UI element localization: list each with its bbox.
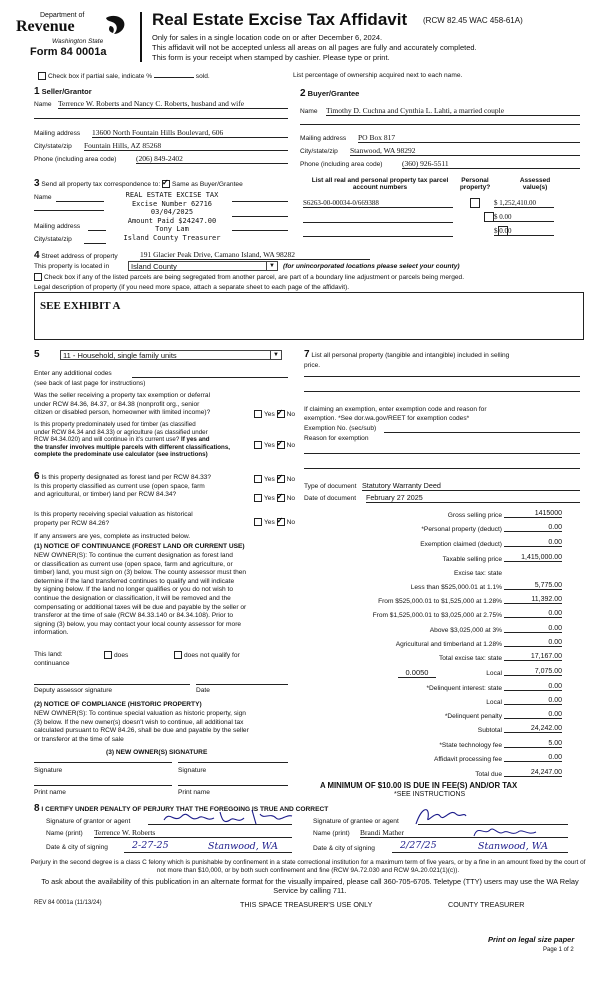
- reason-line-2[interactable]: [304, 468, 580, 469]
- excise-stamp: [112, 191, 232, 243]
- grantor-date: 2-27-25: [132, 840, 169, 851]
- timber-question: Is this property predominately used for timber (as classified under RCW 84.34 and 84.33) or agriculture (as classified under RCW 84.34.020) and will continue in it's current use? If yes and the transfer involves multiple parcels with different classifications, complete the predominate use calculator (see instructions): [34, 421, 230, 458]
- stamp-line6: Island County Treasurer: [123, 233, 221, 242]
- does-option: does: [104, 651, 128, 659]
- grantor-date-line[interactable]: [124, 852, 292, 853]
- reason-label: Reason for exemption: [304, 435, 369, 442]
- alternate-format-note: To ask about the availability of this publication in an alternate format for the visually impaired, please call 360-705-6705. Teletype (TTY) users may use the WA Relay Service by calling 711.: [41, 877, 579, 895]
- personal-col-header: Personal property?: [459, 177, 491, 191]
- delinq-interest-value[interactable]: 0.00: [504, 683, 562, 691]
- q5-no-checkbox[interactable]: [277, 518, 285, 526]
- buyer-mailing-label: Mailing address: [300, 135, 347, 142]
- street-label: 4 Street address of property: [34, 250, 118, 261]
- exemption-deduct-label: Exemption claimed (deduct): [420, 541, 502, 548]
- add-codes-field[interactable]: [132, 377, 288, 378]
- dept-line1: Department of: [40, 12, 85, 19]
- tier4-value[interactable]: 0.00: [504, 625, 562, 633]
- buyer-heading: 2 Buyer/Grantee: [300, 88, 360, 99]
- minimum-due-note: A MINIMUM OF $10.00 IS DUE IN FEE(S) AND/OR TAX: [320, 781, 518, 790]
- parcel-col-header: List all real and personal property tax parcel account numbers: [311, 177, 449, 191]
- assessed-value-3[interactable]: $ 0.00: [494, 227, 554, 236]
- doc-type-field[interactable]: Statutory Warranty Deed: [362, 481, 580, 491]
- corr-name-field[interactable]: [56, 201, 104, 202]
- tier4-label: Above $3,025,000 at 3%: [429, 627, 502, 634]
- delinq-local-label: Local: [486, 699, 502, 706]
- owner-print-label-2: Print name: [178, 789, 210, 796]
- section5-number: 5: [34, 349, 40, 360]
- owner-sig-line-1[interactable]: [34, 762, 172, 763]
- subtotal-value[interactable]: 24,242.00: [504, 725, 562, 733]
- local-value[interactable]: 7,075.00: [504, 668, 562, 676]
- does-checkbox[interactable]: [104, 651, 112, 659]
- q2-yes-no: Yes ✓ No: [254, 441, 295, 449]
- add-codes-label: Enter any additional codes: [34, 370, 112, 377]
- dept-line3: Washington State: [52, 38, 104, 45]
- corr-mailing-label: Mailing address: [34, 223, 81, 230]
- seller-phone-label: Phone (including area code): [34, 156, 117, 163]
- notice3-title: (3) NEW OWNER(S) SIGNATURE: [106, 749, 208, 756]
- q4-no-checkbox[interactable]: [277, 494, 285, 502]
- q1-yes-checkbox[interactable]: [254, 410, 262, 418]
- gross-price-label: Gross selling price: [447, 512, 502, 519]
- grantor-sig-label: Signature of grantor or agent: [46, 818, 131, 825]
- parcel-number-2[interactable]: [303, 222, 453, 223]
- q5-yes-checkbox[interactable]: [254, 518, 262, 526]
- personal-property-line-1[interactable]: [304, 376, 580, 377]
- owner-sig-label-1: Signature: [34, 767, 63, 774]
- q4-yes-checkbox[interactable]: [254, 494, 262, 502]
- this-land-label: This land:: [34, 651, 63, 658]
- excise-state-label: Excise tax: state: [453, 570, 502, 577]
- form-number: Form 84 0001a: [30, 46, 107, 58]
- subtotal-label: Subtotal: [477, 727, 502, 734]
- owner-sig-label-2: Signature: [178, 767, 207, 774]
- total-due-value[interactable]: 24,247.00: [504, 769, 562, 777]
- tier1-label: Less than $525,000.01 at 1.1%: [410, 584, 502, 591]
- corr-line2: [34, 210, 104, 211]
- if-yes-note: If any answers are yes, complete as instructed below.: [34, 533, 191, 540]
- grantee-date-line[interactable]: [392, 852, 568, 853]
- delinq-penalty-value[interactable]: 0.00: [504, 711, 562, 719]
- tier1-value[interactable]: 5,775.00: [504, 582, 562, 590]
- page-number: Page 1 of 2: [543, 947, 574, 953]
- corr-mailing-field[interactable]: [88, 230, 106, 231]
- tech-fee-label: *State technology fee: [439, 742, 502, 749]
- exemption-deduct-value[interactable]: 0.00: [504, 539, 562, 547]
- dept-line2: Revenue: [16, 18, 75, 35]
- local-label: Local: [486, 670, 502, 677]
- grantor-name-field[interactable]: Terrence W. Roberts: [94, 828, 292, 838]
- notice1-text: NEW OWNER(S): To continue the current designation as forest land or classification as current use (open space, farm and agriculture, or timber) land, you must sign on (3) below. The county assessor must then determine if the land transferred continues to qualify and will indicate by signing below. If the land no longer qualifies or you do not wish to continue the designation or classification, it will be removed and the compensating or additional taxes will be due and payable by the seller or transferor at the time of sale (RCW 84.33.140 or 84.34.108). Prior to signing (3) below, you may contact your local county assessor for more information.: [34, 552, 247, 637]
- total-state-value[interactable]: 17,167.00: [504, 653, 562, 661]
- personal-property-line-2[interactable]: [304, 391, 580, 392]
- q1-no-checkbox[interactable]: [277, 410, 285, 418]
- exemption-text: If claiming an exemption, enter exemption code and reason for exemption. *See dor.wa.gov/REET for exemption codes*: [304, 406, 487, 422]
- tier2-value[interactable]: 11,392.00: [504, 596, 562, 604]
- taxable-price-value[interactable]: 1,415,000.00: [504, 554, 562, 562]
- forest-question: 6 Is this property designated as forest land per RCW 84.33? Is this property classified as current use (open space, farm and agricultural, or timber) land per RCW 84.34?: [34, 471, 212, 498]
- tech-fee-value[interactable]: 5.00: [504, 740, 562, 748]
- notice2-text: NEW OWNER(S): To continue special valuation as historic property, sign (3) below. If the new owner(s) doesn't wish to continue, all additional tax calculated pursuant to RCW 84.26, shall be due and payable by the seller or transferor at the time of sale: [34, 710, 249, 743]
- buyer-phone-label: Phone (including area code): [300, 161, 383, 168]
- county-note: (for unincorporated locations please select your county): [283, 263, 460, 270]
- q2-yes-checkbox[interactable]: [254, 441, 262, 449]
- ag-timber-label: Agricultural and timberland at 1.28%: [395, 641, 502, 648]
- deputy-date-line[interactable]: [196, 684, 288, 685]
- historic-question: Is this property receiving special valuation as historical property per RCW 84.26?: [34, 511, 193, 527]
- grantor-city: Stanwood, WA: [208, 841, 278, 852]
- seller-heading: 1 Seller/Grantor: [34, 86, 92, 97]
- buyer-phone-field[interactable]: (360) 926-5511: [402, 159, 580, 169]
- doc-type-label: Type of document: [304, 483, 357, 490]
- doc-date-label: Date of document: [304, 495, 357, 502]
- corr-city-field[interactable]: [84, 243, 106, 244]
- header-divider: [140, 12, 142, 62]
- grantor-signature: [160, 806, 300, 828]
- chevron-down-icon: ▼: [270, 351, 281, 359]
- partial-sale: Check box if partial sale, indicate % sold.: [38, 72, 210, 80]
- parcel-number-1[interactable]: S6263-00-00034-0/669388: [303, 199, 453, 208]
- grantee-sig-label: Signature of grantee or agent: [313, 818, 399, 825]
- delinq-local-value[interactable]: 0.00: [504, 697, 562, 705]
- grantor-name-label: Name (print): [46, 830, 83, 837]
- delinq-interest-label: *Delinquent interest: state: [426, 685, 502, 692]
- owner-print-line-1[interactable]: [34, 785, 172, 786]
- q1-yes-no: Yes ✓ No: [254, 410, 295, 418]
- ag-timber-value[interactable]: 0.00: [504, 639, 562, 647]
- q4-yes-no: Yes ✓ No: [254, 494, 295, 502]
- correspondence-label: 3 Send all property tax correspondence to: ✓ Same as Buyer/Grantee: [34, 178, 243, 189]
- owner-print-line-2[interactable]: [178, 785, 288, 786]
- seller-name-field[interactable]: Terrence W. Roberts and Nancy C. Roberts, husband and wife: [58, 99, 288, 109]
- processing-fee-label: Affidavit processing fee: [433, 756, 502, 763]
- segregate-checkbox[interactable]: [34, 273, 42, 281]
- stamp-line2: Excise Number 62716: [131, 199, 213, 208]
- buyer-city-field[interactable]: Stanwood, WA 98292: [350, 146, 580, 156]
- corr-stamp-line-b: [232, 216, 288, 217]
- q3-no-checkbox[interactable]: [277, 475, 285, 483]
- perjury-notice: Perjury in the second degree is a class C felony which is punishable by confinement in a state correctional institution for a maximum term of five years, or by a fine in an amount fixed by the court of not more than $10,000, or by both such confinement and fine (RCW 9A.72.030 and RCW 9A.20.021(1)(c)).: [30, 859, 586, 874]
- header-note1: Only for sales in a single location code on or after December 6, 2024.: [152, 33, 383, 42]
- reason-line-1[interactable]: [304, 453, 580, 454]
- grantee-initial-signature: [470, 822, 540, 840]
- treasurer-use-only: THIS SPACE TREASURER'S USE ONLY: [240, 900, 373, 909]
- header-note2: This affidavit will not be accepted unless all areas on all pages are fully and accurately completed.: [152, 43, 477, 52]
- total-due-label: Total due: [475, 771, 502, 778]
- deputy-date-label: Date: [196, 687, 210, 694]
- use-code-select[interactable]: 11 - Household, single family units ▼: [60, 350, 282, 360]
- same-as-buyer-checkbox[interactable]: [162, 180, 170, 188]
- seller-city-field[interactable]: Fountain Hills, AZ 85268: [84, 141, 288, 151]
- q2-no-checkbox[interactable]: [277, 441, 285, 449]
- seller-city-label: City/state/zip: [34, 143, 72, 150]
- located-label: This property is located in: [34, 263, 110, 270]
- taxable-price-label: Taxable selling price: [442, 556, 502, 563]
- gross-price-value[interactable]: 1415000: [504, 510, 562, 518]
- delinq-penalty-label: *Delinquent penalty: [444, 713, 502, 720]
- street-field[interactable]: 191 Glacier Peak Drive, Camano Island, WA 98282: [140, 250, 370, 260]
- personal-property-checkbox-1[interactable]: [470, 198, 480, 208]
- exemption-no-label: Exemption No. (sec/sub): [304, 425, 377, 432]
- form-title-ref: (RCW 82.45 WAC 458-61A): [423, 16, 523, 25]
- section7-text: 7 List all personal property (tangible and intangible) included in selling price.: [304, 349, 510, 369]
- does-not-checkbox[interactable]: [174, 651, 182, 659]
- seller-extra-line: [34, 118, 288, 119]
- grantee-name-field[interactable]: Brandi Mather: [360, 828, 568, 838]
- notice1-title: (1) NOTICE OF CONTINUANCE (FOREST LAND OR CURRENT USE): [34, 543, 245, 550]
- corr-stamp-line-c: [232, 230, 288, 231]
- tier2-label: From $525,000.01 to $1,525,000 at 1.28%: [378, 598, 502, 605]
- partial-sale-checkbox[interactable]: [38, 72, 46, 80]
- corr-stamp-line-a: [232, 201, 288, 202]
- county-treasurer: COUNTY TREASURER: [448, 900, 525, 909]
- county-select[interactable]: Island County ▼: [128, 261, 278, 271]
- grantee-signature: [410, 804, 470, 828]
- stamp-line1: REAL ESTATE EXCISE TAX: [125, 191, 219, 199]
- grantee-city: Stanwood, WA: [478, 841, 548, 852]
- add-codes-note: (see back of last page for instructions): [34, 380, 146, 387]
- owner-sig-line-2[interactable]: [178, 762, 288, 763]
- wa-state-icon: [104, 14, 126, 36]
- parcel-number-3[interactable]: [303, 236, 453, 237]
- exemption-no-field[interactable]: [384, 432, 580, 433]
- ownership-note: List percentage of ownership acquired next to each name.: [293, 72, 463, 79]
- q3-yes-no: Yes ✓ No: [254, 475, 295, 483]
- grantor-date-label: Date & city of signing: [46, 844, 108, 851]
- buyer-name-label: Name: [300, 108, 318, 115]
- seller-phone-field[interactable]: (206) 849-2402: [136, 154, 288, 164]
- assessed-value-1[interactable]: $ 1,252,410.00: [494, 199, 554, 208]
- processing-fee-value[interactable]: 0.00: [504, 754, 562, 762]
- notice2-title: (2) NOTICE OF COMPLIANCE (HISTORIC PROPERTY): [34, 701, 202, 708]
- exemption-question: Was the seller receiving a property tax exemption or deferral under RCW 84.36, 84.37, or 84.38 (nonprofit org., senior citizen or disabled person, homeowner with limited income)?: [34, 392, 211, 416]
- corr-city-label: City/state/zip: [34, 236, 72, 243]
- doc-date-field[interactable]: February 27 2025: [366, 493, 580, 503]
- q3-yes-checkbox[interactable]: [254, 475, 262, 483]
- q5-yes-no: Yes ✓ No: [254, 518, 295, 526]
- corr-name-label: Name: [34, 194, 52, 201]
- does-not-option: does not qualify for: [174, 651, 240, 659]
- owner-print-label-1: Print name: [34, 789, 66, 796]
- stamp-line4: Amount Paid $24247.00: [127, 216, 217, 225]
- stamp-line5: Tony Lam: [155, 225, 189, 234]
- print-legal-note: Print on legal size paper: [488, 935, 575, 944]
- header-note3: This form is your receipt when stamped by cashier. Please type or print.: [152, 53, 390, 62]
- form-title: Real Estate Excise Tax Affidavit: [152, 10, 408, 29]
- certify-heading: 8 I CERTIFY UNDER PENALTY OF PERJURY THAT THE FOREGOING IS TRUE AND CORRECT: [34, 803, 329, 814]
- tier3-label: From $1,525,000.01 to $3,025,000 at 2.75%: [372, 612, 502, 619]
- chevron-down-icon: ▼: [266, 262, 277, 270]
- rev-number: REV 84 0001a (11/13/24): [34, 900, 102, 906]
- personal-deduct-label: *Personal property (deduct): [421, 526, 502, 533]
- continuance-label: continuance: [34, 660, 70, 667]
- tier3-value[interactable]: 0.00: [504, 610, 562, 618]
- seller-name-label: Name: [34, 101, 52, 108]
- seller-mailing-label: Mailing address: [34, 130, 81, 137]
- buyer-mailing-field[interactable]: PO Box 817: [358, 133, 580, 143]
- local-rate[interactable]: 0.0050: [398, 668, 436, 678]
- deputy-sig-label: Deputy assessor signature: [34, 687, 113, 694]
- assessed-value-2[interactable]: $ 0.00: [494, 213, 554, 222]
- legal-description: SEE EXHIBIT A: [40, 300, 121, 312]
- assessed-col-header: Assessed value(s): [519, 177, 551, 191]
- buyer-city-label: City/state/zip: [300, 148, 338, 155]
- grantee-date: 2/27/25: [400, 840, 437, 851]
- segregate-row: Check box if any of the listed parcels are being segregated from another parcel, are part of a boundary line adjustment or parcels being merged.: [34, 273, 464, 281]
- buyer-extra-line: [300, 124, 580, 125]
- stamp-line3: 03/04/2025: [150, 208, 194, 217]
- buyer-name-field[interactable]: Timothy D. Cuchna and Cynthia L. Lahti, a married couple: [326, 106, 580, 116]
- see-instructions: *SEE INSTRUCTIONS: [394, 791, 466, 798]
- seller-mailing-field[interactable]: 13600 North Fountain Hills Boulevard, 606: [92, 128, 288, 138]
- personal-deduct-value[interactable]: 0.00: [504, 524, 562, 532]
- legal-label: Legal description of property (if you need more space, attach a separate sheet to each page of the affidavit).: [34, 284, 350, 291]
- deputy-sig-line[interactable]: [34, 684, 190, 685]
- personal-property-checkbox-2[interactable]: [484, 212, 494, 222]
- grantee-date-label: Date & city of signing: [313, 845, 375, 852]
- total-state-label: Total excise tax: state: [438, 655, 502, 662]
- grantee-name-label: Name (print): [313, 830, 350, 837]
